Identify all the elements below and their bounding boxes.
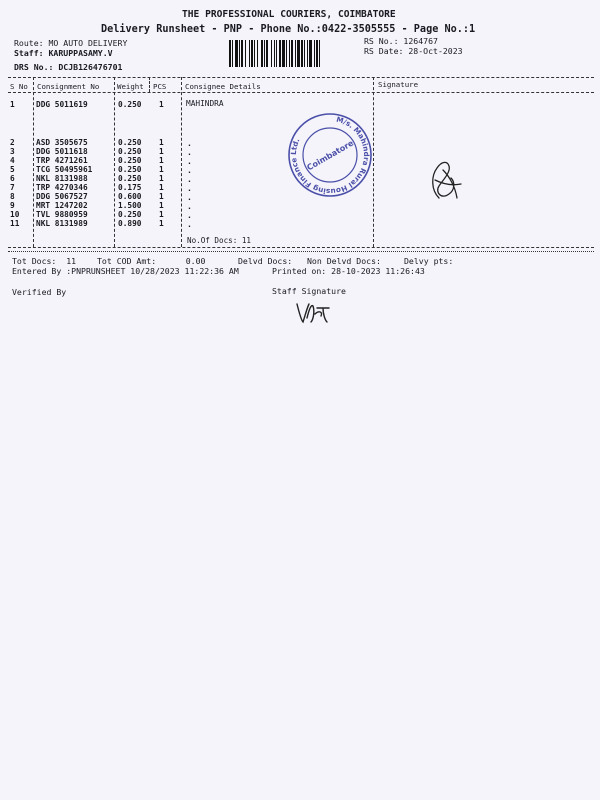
delvd-docs: Delvd Docs:: [238, 256, 293, 266]
cell-sno: 9: [10, 201, 15, 210]
staff-label: Staff: KARUPPASAMY.V: [14, 48, 113, 58]
non-delvd-docs: Non Delvd Docs:: [307, 256, 381, 266]
barcode-bar: [316, 40, 318, 67]
cell-consignment: NKL 8131989: [36, 219, 88, 228]
staff-signature-label: Staff Signature: [272, 286, 346, 296]
rs-date: RS Date: 28-Oct-2023: [364, 46, 463, 56]
cell-consignee: .: [187, 147, 192, 157]
cell-weight: 0.250: [118, 100, 142, 109]
cell-pcs: 1: [159, 138, 164, 147]
cell-pcs: 1: [159, 183, 164, 192]
cell-consignment: TRP 4270346: [36, 183, 88, 192]
cell-consignee: .: [187, 138, 192, 148]
no-of-docs: No.Of Docs: 11: [187, 236, 252, 245]
cell-sno: 7: [10, 183, 15, 192]
cell-pcs: 1: [159, 192, 164, 201]
table-row: [10, 201, 180, 210]
barcode-bar: [304, 40, 305, 67]
barcode-bar: [279, 40, 281, 67]
cell-weight: 0.250: [118, 165, 142, 174]
barcode-bar: [307, 40, 308, 67]
cell-pcs: 1: [159, 156, 164, 165]
cell-consignee: .: [187, 219, 192, 229]
cell-weight: 0.250: [118, 147, 142, 156]
col-divider-4: [181, 77, 182, 247]
barcode-bar: [282, 40, 285, 67]
route-label: Route: MO AUTO DELIVERY: [14, 38, 128, 48]
barcode-bar: [274, 40, 275, 67]
cell-consignment: DDG 5011619: [36, 100, 88, 109]
col-header-signature: Signature: [378, 80, 419, 89]
barcode-bar: [271, 40, 272, 67]
table-row: [10, 192, 180, 201]
barcode-bar: [249, 40, 250, 67]
barcode-bar: [232, 40, 233, 67]
barcode-bar: [254, 40, 255, 67]
barcode-bar: [239, 40, 240, 67]
cell-consignment: NKL 8131988: [36, 174, 88, 183]
company-stamp: [287, 112, 373, 198]
cell-pcs: 1: [159, 165, 164, 174]
cell-sno: 4: [10, 156, 15, 165]
tot-cod-amt: Tot COD Amt: 0.00: [97, 256, 206, 266]
barcode-bar: [314, 40, 315, 67]
cell-pcs: 1: [159, 174, 164, 183]
barcode-bar: [286, 40, 287, 67]
barcode-bar: [266, 40, 268, 67]
cell-sno: 5: [10, 165, 15, 174]
table-top-rule: [8, 77, 594, 78]
consignee-signature: [425, 150, 465, 210]
footer-rule: [8, 251, 594, 252]
cell-pcs: 1: [159, 147, 164, 156]
verified-by: Verified By: [12, 287, 67, 297]
col-divider-3: [149, 77, 150, 92]
cell-consignment: MRT 1247202: [36, 201, 88, 210]
printed-on: Printed on: 28-10-2023 11:26:43: [272, 266, 425, 276]
col-header-consignment: Consignment No: [37, 82, 100, 91]
barcode-bar: [264, 40, 265, 67]
col-divider-5: [373, 77, 374, 247]
cell-sno: 10: [10, 210, 20, 219]
barcode-bar: [257, 40, 258, 67]
barcode-bar: [241, 40, 243, 67]
table-row: [10, 138, 180, 147]
col-header-weight: Weight: [117, 82, 144, 91]
cell-weight: 0.250: [118, 138, 142, 147]
cell-sno: 11: [10, 219, 20, 228]
barcode-bar: [229, 40, 231, 67]
barcode-bar: [276, 40, 277, 67]
table-row: [10, 100, 180, 109]
cell-consignment: TRP 4271261: [36, 156, 88, 165]
barcode-bar: [309, 40, 312, 67]
cell-consignment: TVL 9880959: [36, 210, 88, 219]
company-title: THE PROFESSIONAL COURIERS, COIMBATORE: [182, 9, 396, 20]
cell-consignee: .: [187, 192, 192, 202]
col-header-consignee: Consignee Details: [185, 82, 261, 91]
cell-pcs: 1: [159, 210, 164, 219]
rs-number: RS No.: 1264767: [364, 36, 438, 46]
barcode-bar: [301, 40, 303, 67]
cell-weight: 0.890: [118, 219, 142, 228]
cell-pcs: 1: [159, 219, 164, 228]
cell-consignment: DDG 5011618: [36, 147, 88, 156]
col-header-sno: S No: [10, 82, 28, 91]
table-row: [10, 165, 180, 174]
col-header-pcs: PCS: [153, 82, 167, 91]
cell-consignee: .: [187, 156, 192, 166]
cell-weight: 0.175: [118, 183, 142, 192]
cell-weight: 0.250: [118, 156, 142, 165]
table-header-rule: [8, 92, 594, 93]
cell-pcs: 1: [159, 100, 164, 109]
cell-consignee: .: [187, 210, 192, 220]
barcode-bar: [295, 40, 296, 67]
drs-number: DRS No.: DCJB126476701: [14, 62, 123, 72]
barcode-bar: [289, 40, 290, 67]
barcode: [229, 40, 357, 67]
cell-sno: 6: [10, 174, 15, 183]
cell-weight: 1.500: [118, 201, 142, 210]
cell-consignee: .: [187, 174, 192, 184]
table-row: [10, 147, 180, 156]
cell-weight: 0.250: [118, 174, 142, 183]
cell-consignment: DDG 5067527: [36, 192, 88, 201]
table-bottom-rule: [8, 247, 594, 248]
entered-by: Entered By :PNPRUNSHEET 10/28/2023 11:22:36 AM: [12, 266, 239, 276]
barcode-bar: [261, 40, 263, 67]
runsheet-subtitle: Delivery Runsheet - PNP - Phone No.:0422-3505555 - Page No.:1: [101, 24, 476, 35]
cell-consignment: ASD 3505675: [36, 138, 88, 147]
cell-consignee: .: [187, 201, 192, 211]
cell-pcs: 1: [159, 201, 164, 210]
stamp-outer-text: M/s. Mahindra Rural Housing Finance Ltd.: [288, 114, 372, 197]
barcode-bar: [245, 40, 246, 67]
barcode-bar: [297, 40, 300, 67]
barcode-bar: [235, 40, 238, 67]
stamp-inner-text: Coimbatore: [305, 138, 356, 173]
table-row: [10, 210, 180, 219]
barcode-bar: [251, 40, 253, 67]
cell-consignment: TCG 50495961: [36, 165, 93, 174]
staff-signature: [293, 298, 341, 326]
table-row: [10, 219, 180, 228]
barcode-bar: [291, 40, 293, 67]
cell-sno: 1: [10, 100, 15, 109]
cell-consignee: MAHINDRA: [186, 99, 224, 108]
barcode-bar: [319, 40, 320, 67]
cell-sno: 2: [10, 138, 15, 147]
table-row: [10, 183, 180, 192]
delvy-pts: Delvy pts:: [404, 256, 454, 266]
cell-weight: 0.600: [118, 192, 142, 201]
cell-consignee: .: [187, 183, 192, 193]
table-row: [10, 174, 180, 183]
table-row: [10, 156, 180, 165]
cell-weight: 0.250: [118, 210, 142, 219]
cell-sno: 8: [10, 192, 15, 201]
cell-consignee: .: [187, 165, 192, 175]
cell-sno: 3: [10, 147, 15, 156]
tot-docs: Tot Docs: 11: [12, 256, 77, 266]
